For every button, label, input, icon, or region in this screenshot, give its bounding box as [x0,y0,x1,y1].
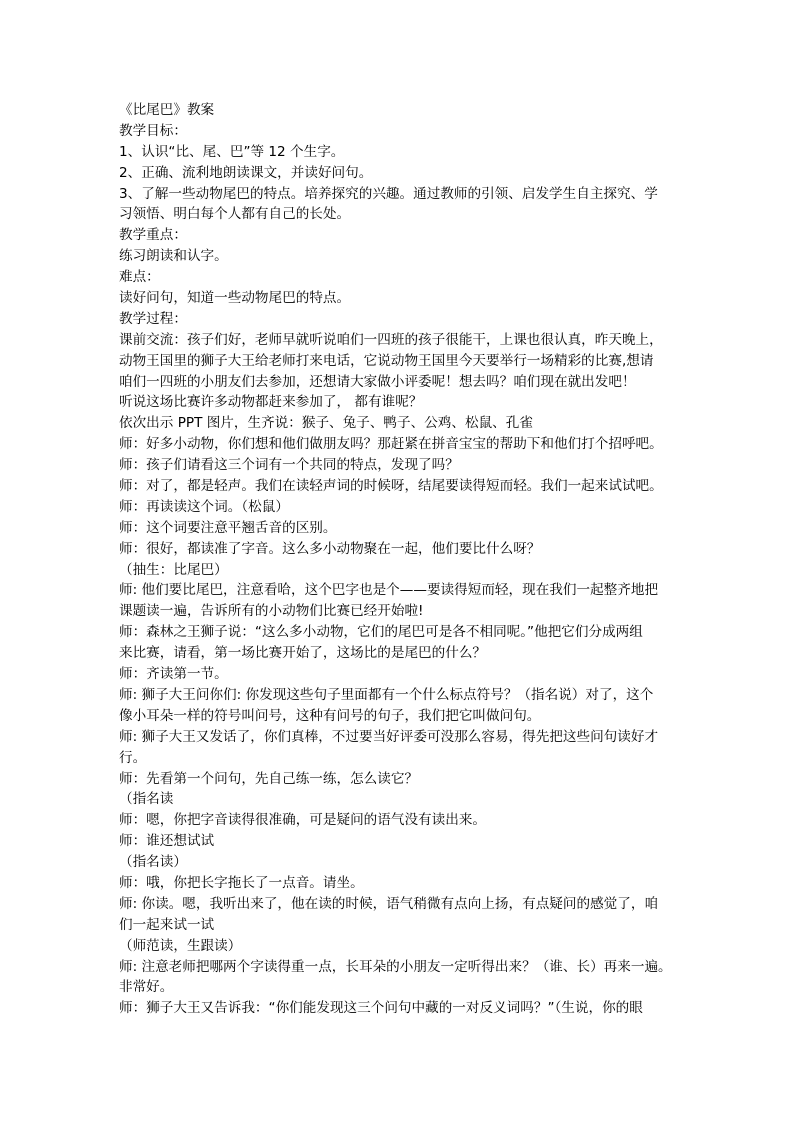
section-heading: 教学重点： [119,227,187,244]
doc-line: 依次出示 PPT 图片，生齐说：猴子、兔子、鸭子、公鸡、松鼠、孔雀 [119,415,533,432]
doc-line: 读好问句，知道一些动物尾巴的特点。 [119,290,351,307]
doc-line: 来比赛，请看，第一场比赛开始了，这场比的是尾巴的什么？ [119,645,487,662]
doc-line: 行。 [119,749,147,766]
doc-line: 师：好多小动物，你们想和他们做朋友吗？那赶紧在拼音宝宝的帮助下和他们打个招呼吧。 [119,436,663,453]
doc-line: 师: 注意老师把哪两个字读得重一点，长耳朵的小朋友一定听得出来？（谁、长）再来一遍。 [119,958,672,975]
doc-line: 练习朗读和认字。 [119,248,228,265]
doc-line: 咱们一四班的小朋友们去参加，还想请大家做小评委呢！想去吗？咱们现在就出发吧！ [119,373,636,390]
document-body [119,100,679,1019]
doc-line: 师：森林之王狮子说：“这么多小动物，它们的尾巴可是各不相同呢。”他把它们分成两组 [119,624,643,641]
doc-line: 师: 他们要比尾巴，注意看哈，这个巴字也是个——要读得短而轻，现在我们一起整齐地把 [119,582,659,599]
doc-line: 师: 你读。嗯，我听出来了，他在读的时候，语气稍微有点向上扬，有点疑问的感觉了，咱 [119,895,659,912]
doc-line: 非常好。 [119,979,174,996]
section-heading: 难点： [119,269,160,286]
doc-line: 师：孩子们请看这三个词有一个共同的特点，发现了吗？ [119,457,459,474]
doc-line: 们一起来试一试 [119,916,215,933]
doc-line: 师：嗯，你把字音读得很准确，可是疑问的语气没有读出来。 [119,812,487,829]
doc-line: 师：哦，你把长字拖长了一点音。请坐。 [119,874,364,891]
section-heading: 教学目标： [119,122,187,139]
doc-line: 师：对了，都是轻声。我们在读轻声词的时候呀，结尾要读得短而轻。我们一起来试试吧。 [119,478,663,495]
doc-line: 师：谁还想试试 [119,833,215,850]
doc-line: 师: 狮子大王问你们: 你发现这些句子里面都有一个什么标点符号？（指名说）对了，这个 [119,686,654,703]
doc-line: 2、正确、流利地朗读课文，并读好问句。 [119,164,373,181]
doc-line: 师: 狮子大王又发话了，你们真棒，不过要当好评委可没那么容易，得先把这些问句读好才 [119,728,659,745]
doc-line: 师：狮子大王又告诉我：“你们能发现这三个问句中藏的一对反义词吗？”（生说，你的眼 [119,1000,643,1017]
doc-line: 师：齐读第一节。 [119,666,228,683]
section-heading: 教学过程： [119,310,187,327]
doc-line: 像小耳朵一样的符号叫问号，这种有问号的句子，我们把它叫做问句。 [119,707,541,724]
doc-line: 课题读一遍，告诉所有的小动物们比赛已经开始啦! [119,603,424,620]
doc-line: 师：先看第一个问句，先自己练一练，怎么读它？ [119,770,419,787]
doc-line: （师范读，生跟读） [119,937,242,954]
doc-title: 《比尾巴》教案 [119,102,215,118]
doc-line: （抽生：比尾巴） [119,561,228,578]
doc-line: 3、了解一些动物尾巴的特点。培养探究的兴趣。通过教师的引领、启发学生自主探究、学 [119,185,658,202]
doc-line: 听说这场比赛许多动物都赶来参加了， 都有谁呢？ [119,394,423,411]
doc-line: 1、认识“比、尾、巴”等 12 个生字。 [119,143,345,160]
doc-line: 动物王国里的狮子大王给老师打来电话，它说动物王国里今天要举行一场精彩的比赛,想请 [119,352,654,369]
doc-line: 习领悟、明白每个人都有自己的长处。 [119,206,351,223]
doc-line: （指名读 [119,791,174,808]
doc-line: 师：很好，都读准了字音。这么多小动物聚在一起，他们要比什么呀？ [119,540,541,557]
doc-line: 课前交流：孩子们好，老师早就听说咱们一四班的孩子很能干，上课也很认真，昨天晚上， [119,331,663,348]
doc-line: 师：这个词要注意平翘舌音的区别。 [119,519,337,536]
doc-line: 师：再读读这个词。（松鼠） [119,498,289,515]
doc-line: （指名读） [119,854,187,871]
